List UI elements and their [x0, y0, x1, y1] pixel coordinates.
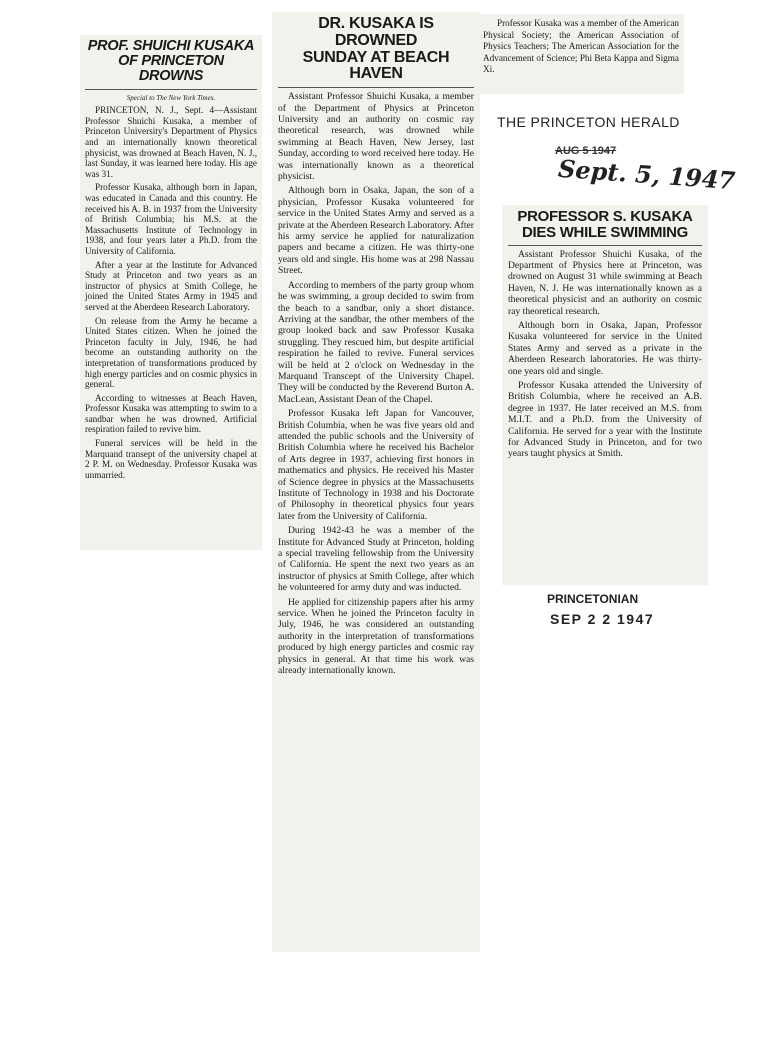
herald-handwritten-date: Sept. 5, 1947	[557, 153, 737, 196]
nyt-clipping	[80, 35, 262, 550]
middle-rule	[278, 87, 474, 88]
nyt-paragraph: Professor Kusaka, although born in Japan, was educated in Canada and this country. He received his A. B. in 1937 from the University of British Columbia; his M.S. at the Massachusetts Institute of Technology in 1938, and four years later a Ph.D. from the University of California.	[85, 182, 257, 256]
nyt-paragraph: According to witnesses at Beach Haven, Professor Kusaka was attempting to swim to a sandbar when he was drowned. Artificial respiration failed to revive him.	[85, 392, 257, 435]
top-right-clipping	[478, 14, 684, 94]
middle-headline	[278, 16, 474, 83]
nyt-paragraph: On release from the Army he became a United States citizen. When he joined the Princeton faculty in July, 1946, he had become an outstanding authority on the interpretation of transformations produced by high energy particles and on cosmic physics in general.	[85, 315, 257, 390]
nyt-paragraph: After a year at the Institute for Advanced Study at Princeton and two years as an instructor of physics at Smith College, he joined the United States Army in 1945 and served at the Aberdeen Research Laboratory.	[85, 259, 257, 312]
middle-paragraph: During 1942-43 he was a member of the Institute for Advanced Study at Princeton, holding a special traveling fellowship from the University of California. He spent the next two years as an instructor of physics at Smith College, after which he volunteered for army duty and was inducted.	[278, 525, 474, 594]
middle-paragraph: Professor Kusaka left Japan for Vancouver, British Columbia, when he was five years old and attended the public schools and the University of British Columbia where he received his Bachelor of Arts degree in 1937, achieving first honors in mathematics and physics. He received his Master of Science degree in physics at the Massachusetts Institute of Technology in 1938 and his Doctorate of Philosophy in theoretical physics four years later from the University of California.	[278, 408, 474, 522]
right-headline-line-1: PROFESSOR S. KUSAKA	[517, 208, 693, 225]
top-right-paragraph: Professor Kusaka was a member of the American Physical Society; the American Association of Physics Teachers; The American Association for the Advancement of Science; Phi Beta Kappa and Sigma Xi.	[483, 18, 679, 74]
herald-paper-name: THE PRINCETON HERALD	[497, 114, 680, 130]
middle-paragraph: According to members of the party group whom he was swimming, a group decided to swim from the beach to a sandbar, only a short distance. Arriving at the sandbar, the other members of the group looked back and saw Professor Kusaka struggling. They rescued him, but despite artificial respiration he failed to revive. Funeral services will be held at 2 o'clock on Wednesday in the Marquand Transcept of the University Chapel. They will be conducted by the Reverend Burton A. MacLean, Assistant Dean of the Chapel.	[278, 279, 474, 405]
princetonian-date-stamp: SEP 2 2 1947	[550, 611, 655, 627]
nyt-headline-line-2: OF PRINCETON DROWNS	[118, 53, 224, 85]
right-headline	[508, 209, 702, 241]
middle-headline-line-1: DR. KUSAKA IS DROWNED	[318, 15, 434, 49]
right-paragraph: Assistant Professor Shuichi Kusaka, of the Department of Physics here at Princeton, was drowned on August 31 while swimming at Beach Haven, N. J. He was internationally known as a theoretical physicist and an authority on cosmic ray theoretical research.	[508, 248, 702, 317]
right-rule	[508, 245, 702, 246]
middle-headline-line-2: SUNDAY AT BEACH HAVEN	[302, 48, 450, 83]
nyt-paragraph: Funeral services will be held in the Marquand transept of the university chapel at 2 P. M. on Wednesday. Professor Kusaka was unmarried.	[85, 438, 257, 480]
nyt-headline-line-1: PROF. SHUICHI KUSAKA	[87, 38, 255, 54]
middle-paragraph: Although born in Osaka, Japan, the son of a physician, Professor Kusaka volunteered for service in the United States Army and served as a private at the Aberdeen Research Laboratory. After his army service he applied for naturalization papers and became a citizen. He was thirty-one years old and single. His home was at 298 Nassau Street.	[278, 185, 474, 277]
right-headline-line-2: DIES WHILE SWIMMING	[522, 223, 688, 241]
right-clipping	[502, 205, 708, 585]
middle-clipping	[272, 12, 480, 952]
middle-paragraph: Assistant Professor Shuichi Kusaka, a member of the Department of Physics at Princeton University and an authority on cosmic ray theoretical research, was drowned while swimming at Beach Haven, New Jersey, last Sunday, according to word received here today. He was internationally known as a theoretical physicist.	[278, 91, 474, 183]
herald-date-stamp: AUG 5 1947	[555, 145, 617, 157]
nyt-paragraph: PRINCETON, N. J., Sept. 4—Assistant Professor Shuichi Kusaka, a member of Princeton University's Department of Physics and an internationally known theoretical physicist, was drowned at Beach Haven, N. J., last Sunday, it was learned here today. His age was 31.	[85, 105, 257, 179]
nyt-byline: Special to The New York Times.	[126, 93, 216, 102]
princetonian-paper-name: PRINCETONIAN	[547, 592, 639, 606]
nyt-rule	[85, 89, 257, 90]
right-paragraph: Professor Kusaka attended the University of British Columbia, where he received an A.B. degree in 1937. He later received an M.S. from M.I.T. and a Ph.D. from the University of California. He served for a year with the Institute for Advanced Study in Princeton, and for two years taught physics at Smith.	[508, 379, 702, 460]
right-paragraph: Although born in Osaka, Japan, Professor Kusaka volunteered for service in the United States Army and served as a private in the Aberdeen Research laboratories. He was thirty-one years old and single.	[508, 319, 702, 377]
nyt-headline	[85, 39, 257, 85]
middle-paragraph: He applied for citizenship papers after his army service. When he joined the Princeton faculty in July, 1946, he was considered an outstanding authority in the interpretation of transformations produced by high energy particles and cosmic ray physics in general. At that time his work was already internationally known.	[278, 596, 474, 677]
